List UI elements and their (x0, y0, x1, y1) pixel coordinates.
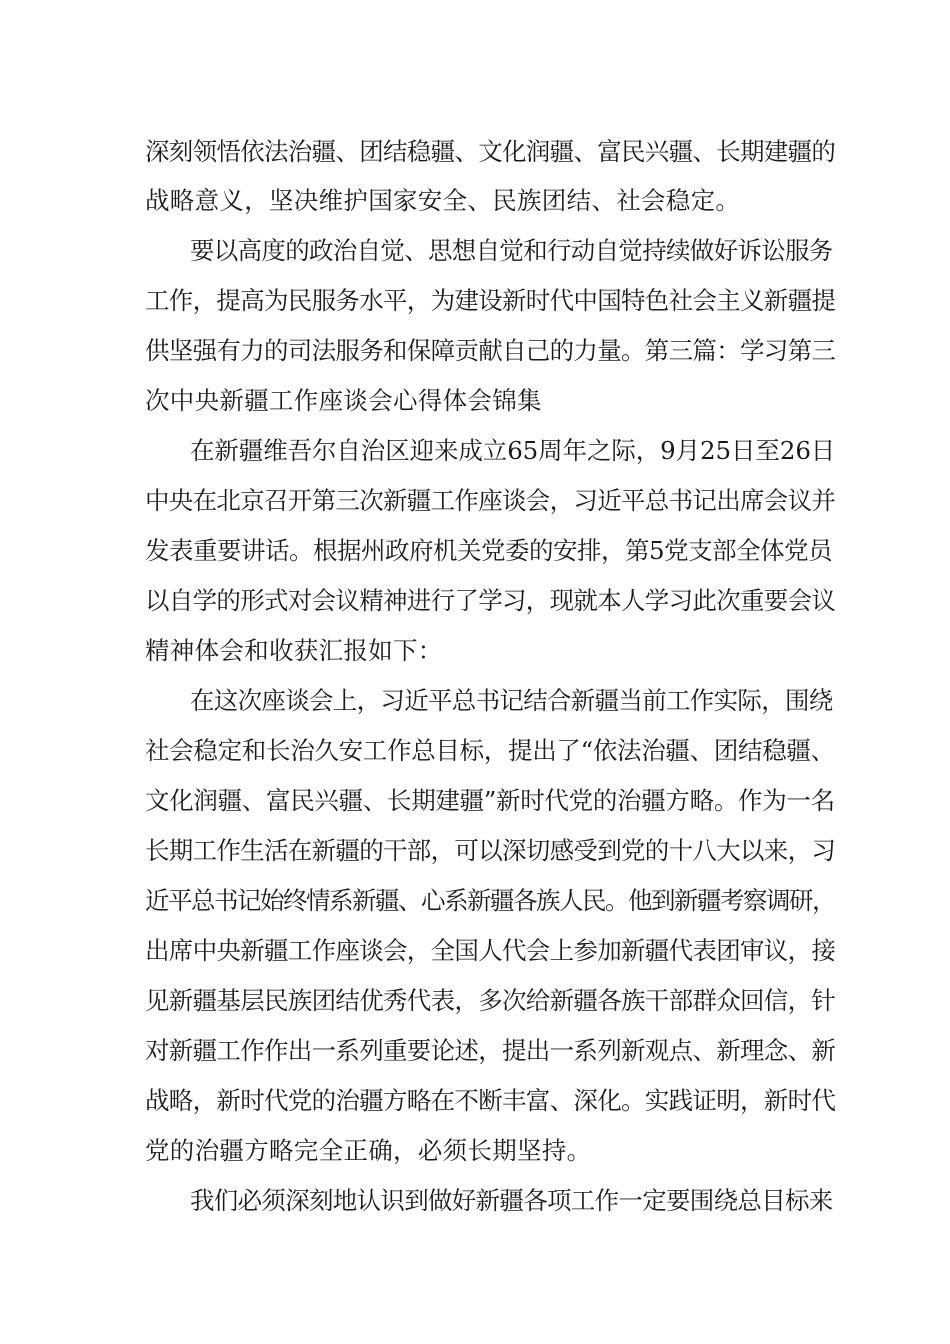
paragraph-first-line: 在新疆维吾尔自治区迎来成立65周年之际，9月25日至26日 (190, 436, 836, 465)
text-line: 近平总书记始终情系新疆、心系新疆各族人民。他到新疆考察调研， (145, 886, 835, 915)
text-line: 工作，提高为民服务水平，为建设新时代中国特色社会主义新疆提 (145, 286, 836, 315)
text-line: 文化润疆、富民兴疆、长期建疆”新时代党的治疆方略。作为一名 (145, 786, 835, 815)
text-line: 见新疆基层民族团结优秀代表，多次给新疆各族干部群众回信，针 (145, 986, 836, 1015)
text-line: 战略意义，坚决维护国家安全、民族团结、社会稳定。 (145, 186, 741, 215)
text-line: 社会稳定和长治久安工作总目标，提出了“依法治疆、团结稳疆、 (145, 736, 835, 765)
text-line: 发表重要讲话。根据州政府机关党委的安排，第5党支部全体党员 (145, 536, 833, 565)
text-line: 出席中央新疆工作座谈会，全国人代会上参加新疆代表团审议，接 (145, 936, 836, 965)
paragraph-first-line: 在这次座谈会上，习近平总书记结合新疆当前工作实际，围绕 (190, 686, 833, 715)
text-line: 中央在北京召开第三次新疆工作座谈会，习近平总书记出席会议并 (145, 486, 836, 515)
paragraph-first-line: 我们必须深刻地认识到做好新疆各项工作一定要围绕总目标来 (190, 1186, 833, 1215)
text-line: 长期工作生活在新疆的干部，可以深切感受到党的十八大以来，习 (145, 836, 836, 865)
paragraph-first-line: 要以高度的政治自觉、思想自觉和行动自觉持续做好诉讼服务 (190, 236, 833, 265)
text-line: 党的治疆方略完全正确，必须长期坚持。 (145, 1136, 592, 1165)
text-line: 战略，新时代党的治疆方略在不断丰富、深化。实践证明，新时代 (145, 1086, 836, 1115)
text-line: 供坚强有力的司法服务和保障贡献自己的力量。第三篇：学习第三 (145, 336, 836, 365)
text-line: 深刻领悟依法治疆、团结稳疆、文化润疆、富民兴疆、长期建疆的 (145, 137, 836, 166)
text-line: 精神体会和收获汇报如下： (145, 636, 443, 665)
text-line: 对新疆工作作出一系列重要论述，提出一系列新观点、新理念、新 (145, 1036, 836, 1065)
text-line: 以自学的形式对会议精神进行了学习，现就本人学习此次重要会议 (145, 586, 836, 615)
text-line: 次中央新疆工作座谈会心得体会锦集 (145, 386, 542, 415)
